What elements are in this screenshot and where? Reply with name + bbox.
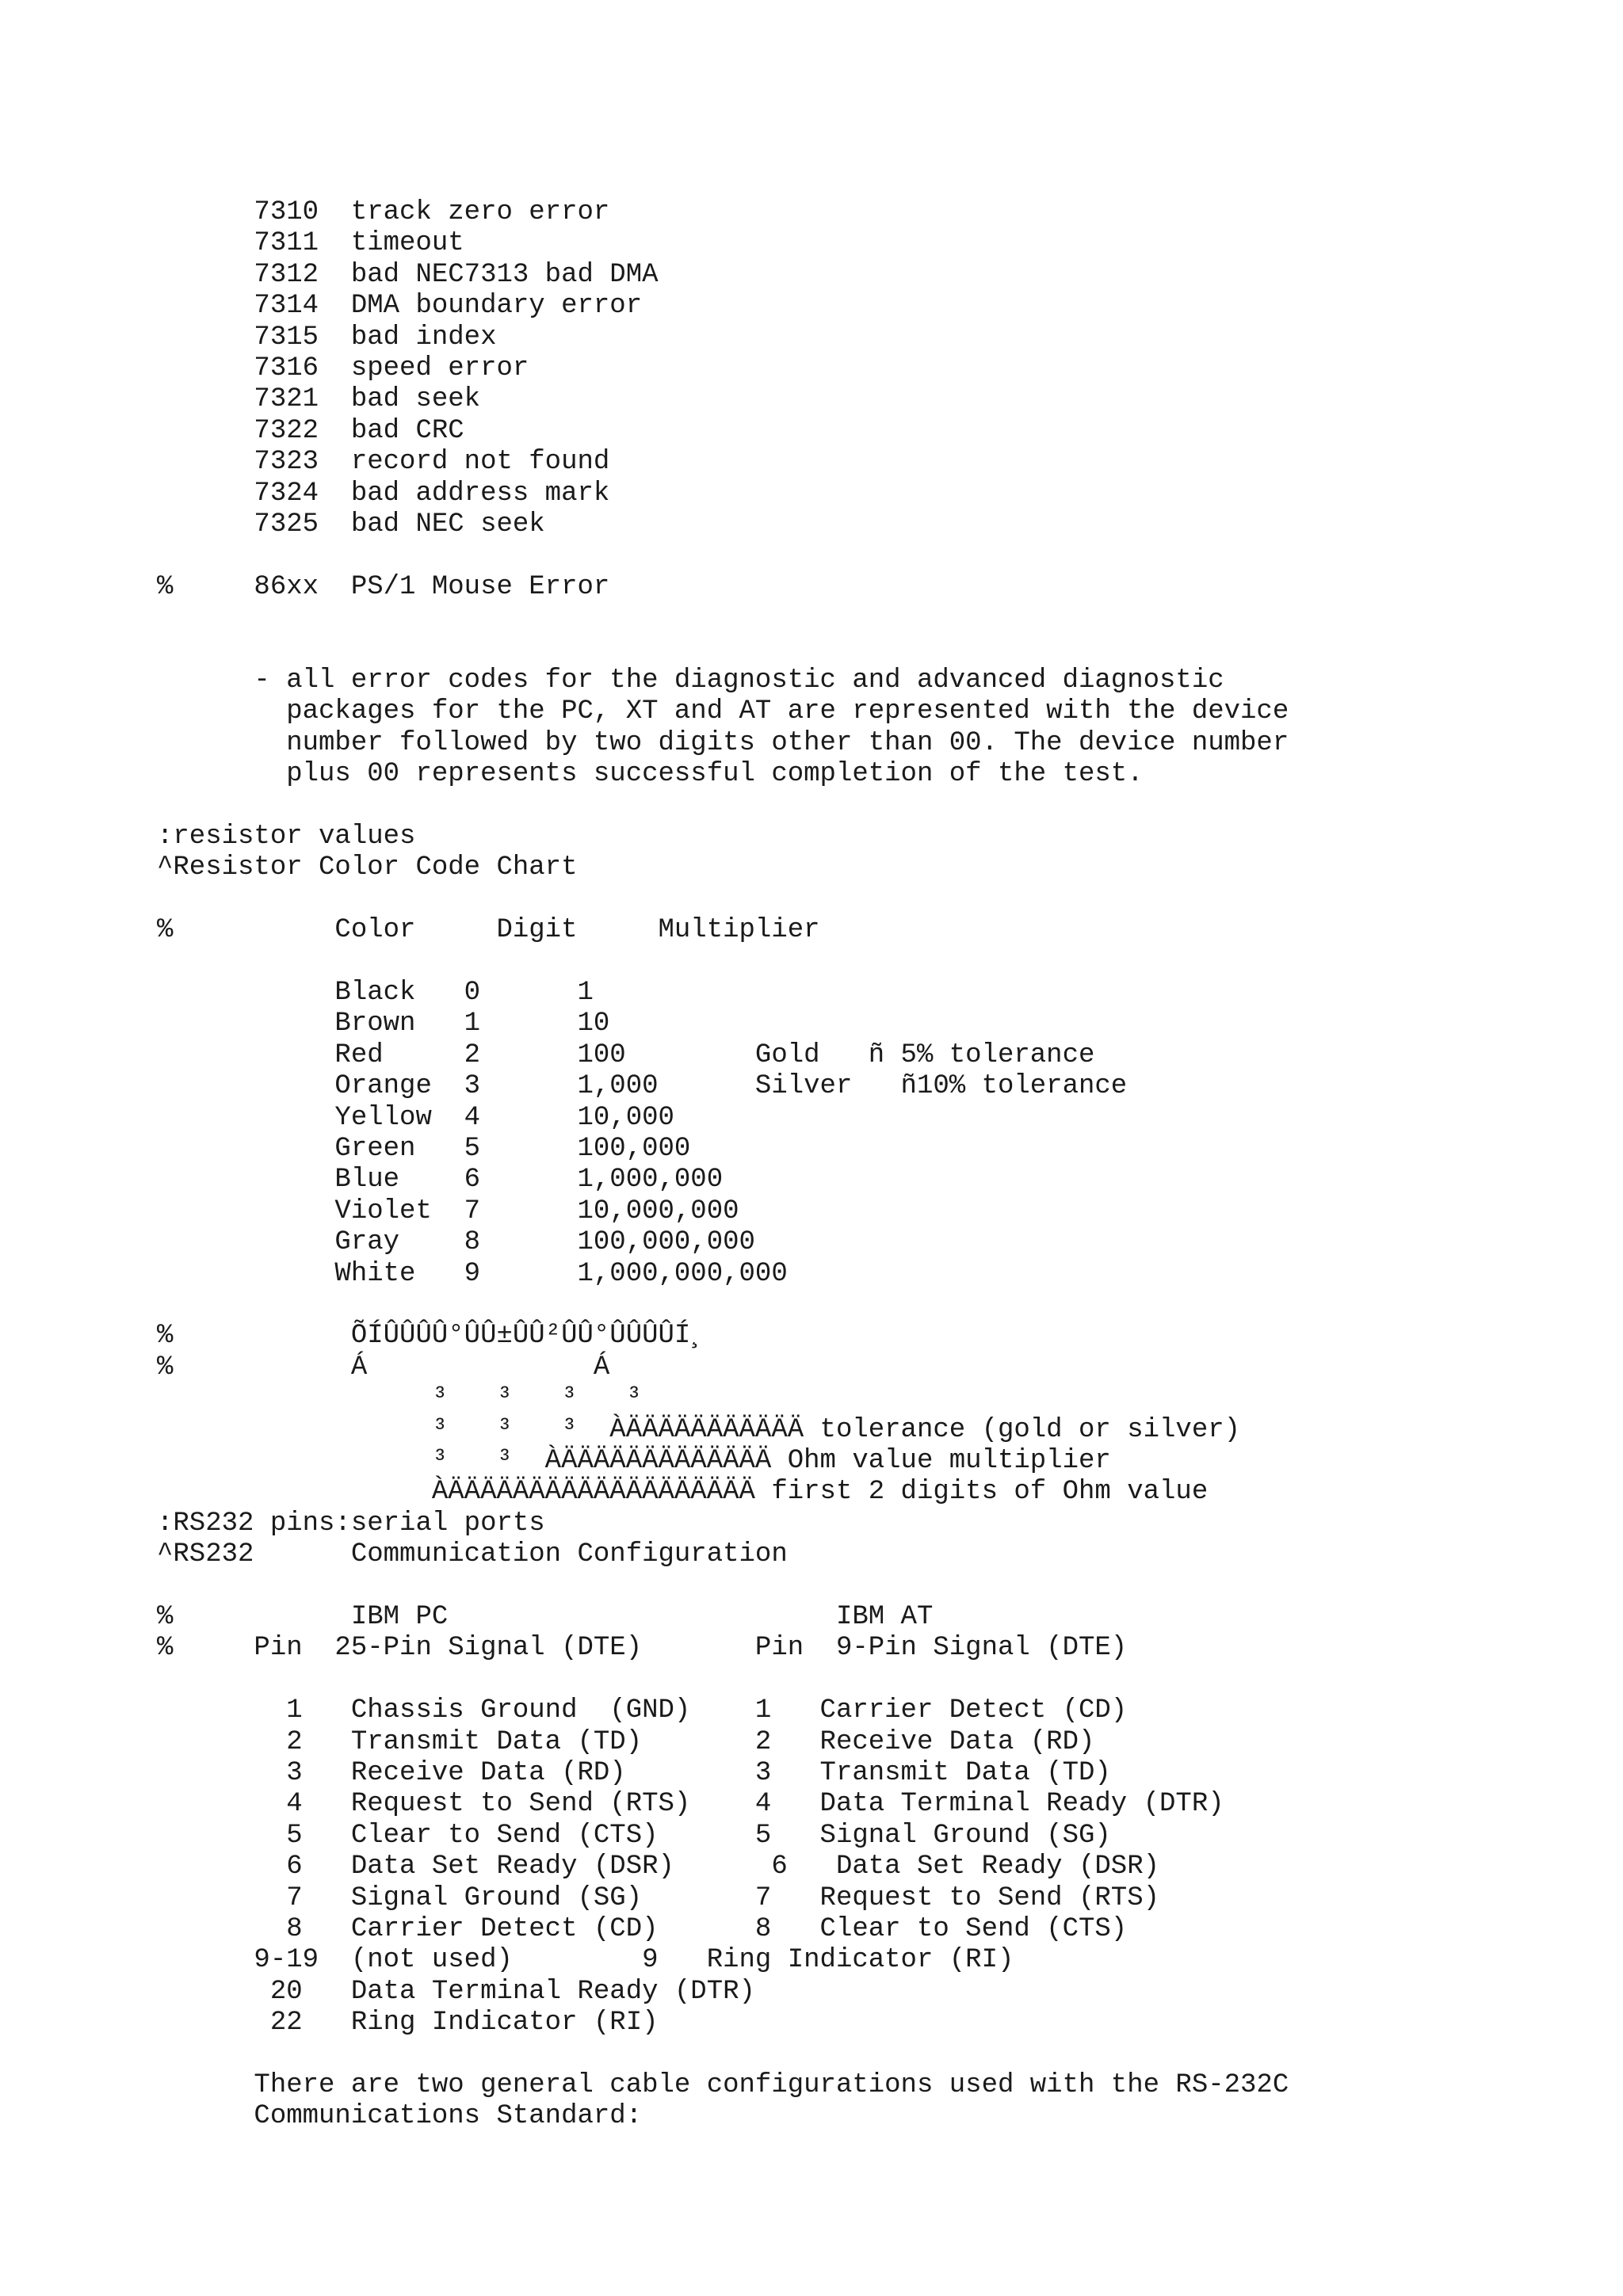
text-line: - all error codes for the diagnostic and advanced diagnostic	[157, 666, 1224, 696]
text-line: plus 00 represents successful completion of the test.	[157, 759, 1144, 790]
text-line: 7315 bad index	[157, 322, 497, 353]
text-line: ^RS232 Communication Configuration	[157, 1539, 788, 1570]
text-line: ³ ³ ³ ÀÄÄÄÄÄÄÄÄÄÄÄ tolerance (gold or silver)	[157, 1414, 1241, 1445]
text-line: 7314 DMA boundary error	[157, 291, 643, 322]
text-line: 7312 bad NEC7313 bad DMA	[157, 259, 659, 290]
text-line: 9-19 (not used) 9 Ring Indicator (RI)	[157, 1945, 1014, 1976]
text-line: 7324 bad address mark	[157, 478, 610, 509]
text-line: :resistor values	[157, 822, 416, 852]
text-line: % ÕÍÛÛÛÛ°ÛÛ±ÛÛ²ÛÛ°ÛÛÛÛÍ¸	[157, 1321, 707, 1352]
text-line: Violet 7 10,000,000	[157, 1196, 739, 1226]
text-line: Yellow 4 10,000	[157, 1102, 674, 1133]
text-line: % Á Á	[157, 1352, 610, 1383]
text-line: packages for the PC, XT and AT are represented with the device	[157, 696, 1289, 727]
text-line: Black 0 1	[157, 978, 594, 1008]
text-line: :RS232 pins:serial ports	[157, 1508, 545, 1539]
text-line: 7311 timeout	[157, 228, 464, 259]
text-line: 7323 record not found	[157, 447, 610, 478]
text-line: Communications Standard:	[157, 2101, 643, 2132]
text-line: 8 Carrier Detect (CD) 8 Clear to Send (CTS)	[157, 1914, 1128, 1944]
text-line: % 86xx PS/1 Mouse Error	[157, 571, 610, 602]
text-line: 2 Transmit Data (TD) 2 Receive Data (RD)	[157, 1726, 1095, 1757]
text-line: Green 5 100,000	[157, 1134, 691, 1164]
text-line: 7322 bad CRC	[157, 415, 464, 446]
text-line: 22 Ring Indicator (RI)	[157, 2008, 659, 2039]
text-line: % Color Digit Multiplier	[157, 915, 820, 946]
text-line: number followed by two digits other than 00. The device number	[157, 727, 1289, 758]
text-line: ÀÄÄÄÄÄÄÄÄÄÄÄÄÄÄÄÄÄÄÄ first 2 digits of Ohm value	[157, 1477, 1209, 1508]
text-line: There are two general cable configurations used with the RS-232C	[157, 2070, 1289, 2100]
text-line: 3 Receive Data (RD) 3 Transmit Data (TD)	[157, 1758, 1111, 1788]
text-line: 7 Signal Ground (SG) 7 Request to Send (RTS)	[157, 1882, 1160, 1913]
text-line: % Pin 25-Pin Signal (DTE) Pin 9-Pin Signal (DTE)	[157, 1633, 1128, 1664]
text-line: 5 Clear to Send (CTS) 5 Signal Ground (SG)	[157, 1820, 1111, 1851]
text-line: Brown 1 10	[157, 1009, 610, 1039]
text-line: ^Resistor Color Code Chart	[157, 852, 578, 883]
text-line: ³ ³ ÀÄÄÄÄÄÄÄÄÄÄÄÄÄ Ohm value multiplier	[157, 1446, 1111, 1476]
text-line: % IBM PC IBM AT	[157, 1602, 934, 1632]
text-line: Gray 8 100,000,000	[157, 1227, 755, 1258]
text-line: 1 Chassis Ground (GND) 1 Carrier Detect (CD)	[157, 1695, 1128, 1726]
text-line: 20 Data Terminal Ready (DTR)	[157, 1976, 755, 2007]
text-line: 7310 track zero error	[157, 197, 610, 227]
text-line: 6 Data Set Ready (DSR) 6 Data Set Ready (DSR)	[157, 1852, 1160, 1882]
text-line: ³ ³ ³ ³	[157, 1383, 643, 1414]
text-line: 4 Request to Send (RTS) 4 Data Terminal Ready (DTR)	[157, 1789, 1224, 1820]
text-line: 7321 bad seek	[157, 384, 481, 415]
text-line: Blue 6 1,000,000	[157, 1165, 724, 1196]
text-line: Orange 3 1,000 Silver ñ10% tolerance	[157, 1071, 1128, 1102]
text-line: Red 2 100 Gold ñ 5% tolerance	[157, 1039, 1095, 1070]
text-line: 7325 bad NEC seek	[157, 509, 545, 540]
text-line: White 9 1,000,000,000	[157, 1258, 788, 1289]
text-line: 7316 speed error	[157, 353, 529, 383]
